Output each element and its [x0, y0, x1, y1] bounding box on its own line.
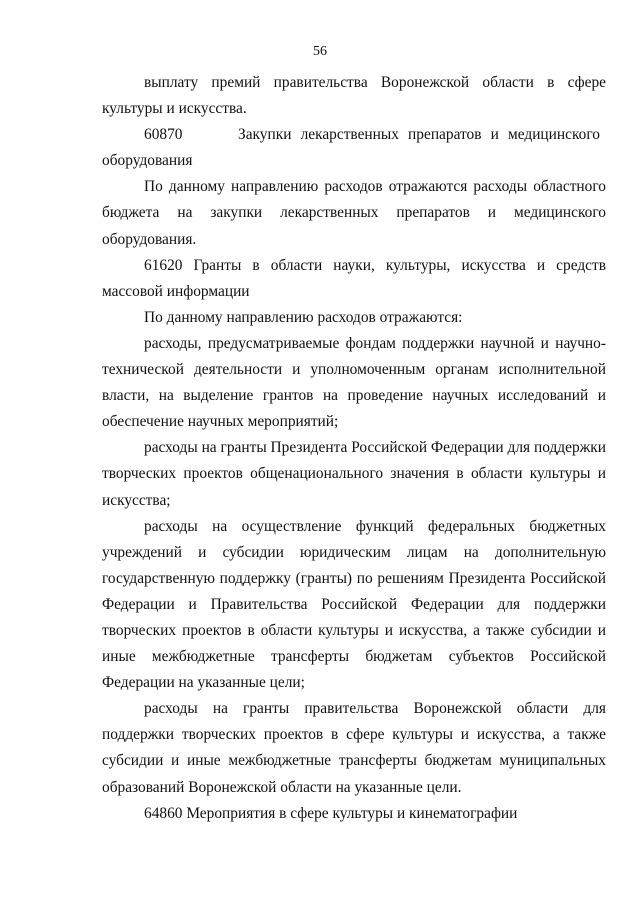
- page-number: 56: [313, 44, 327, 59]
- heading-title-part2: оборудования: [102, 152, 193, 170]
- paragraph-3: По данному направлению расходов отражаются расходы областного бюджета на закупки лекарственных препаратов и медицинского оборудования.: [102, 178, 606, 248]
- document-body: [102, 70, 606, 827]
- paragraph-1: выплату премий правительства Воронежской области в сфере культуры и искусства.: [102, 74, 606, 118]
- heading-code: 60870: [144, 126, 183, 144]
- paragraph-7: расходы на гранты Президента Российской Федерации для поддержки творческих проектов общенационального значения в области культуры и искусства;: [102, 439, 606, 509]
- paragraph-9: расходы на гранты правительства Воронежской области для поддержки творческих проектов в сфере культуры и искусства, а также субсидии и иные межбюджетные трансферты бюджетам муниципальных образований Воронежской области на указанные цели.: [102, 700, 606, 796]
- heading-64860: 64860 Мероприятия в сфере культуры и кинематографии: [144, 804, 518, 822]
- paragraph-6: расходы, предусматриваемые фондам поддержки научной и научно-технической деятельности и уполномоченным органам исполнительной власти, на выделение грантов на проведение научных исследований и обеспечение научных мероприятий;: [102, 334, 606, 431]
- heading-61620: 61620 Гранты в области науки, культуры, искусства и средств массовой информации: [102, 256, 606, 300]
- paragraph-5: По данному направлению расходов отражаются:: [144, 308, 463, 326]
- paragraph-8: расходы на осуществление функций федеральных бюджетных учреждений и субсидии юридическим лицам на дополнительную государственную поддержку (гранты) по решениям Президента Российской Федерации и Правительства Российской Федерации для поддержки творческих проектов в области культуры и искусства, а также субсидии и иные межбюджетные трансферты бюджетам субъектов Российской Федерации на указанные цели;: [102, 517, 606, 692]
- heading-60870: [102, 122, 606, 174]
- heading-title-part1: Закупки лекарственных препаратов и медицинского: [238, 126, 600, 144]
